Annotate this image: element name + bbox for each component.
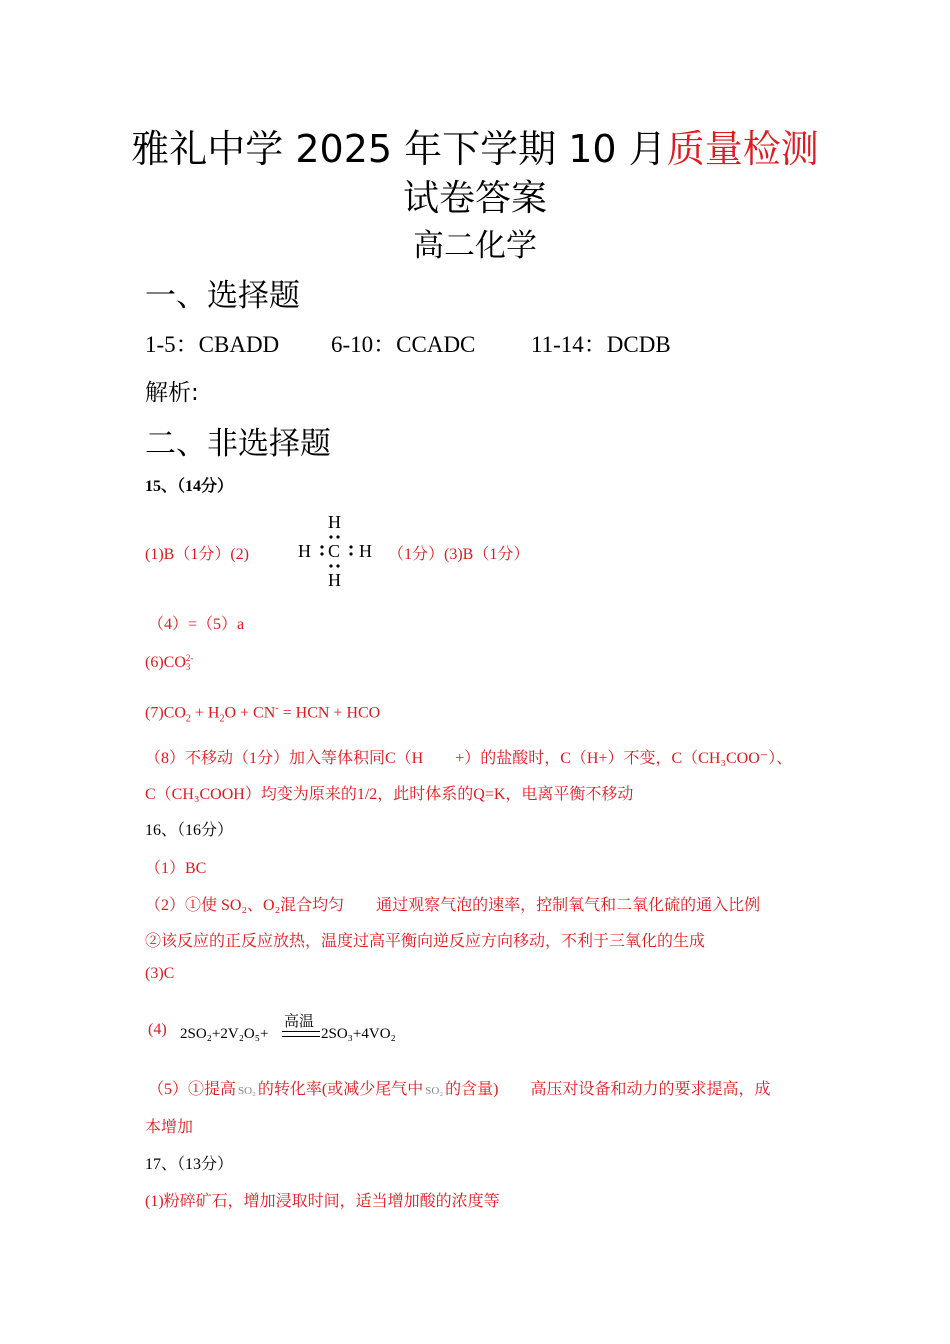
reaction-equation-right: 2SO₃+4VO₂ [321, 1026, 396, 1042]
q16-line5-label: (4) [148, 1021, 167, 1038]
q15-line3-charge: 2- [185, 653, 194, 664]
q15-line1-a: (1)B（1分）(2) [145, 546, 249, 563]
q16-header: 16、（16分） [145, 822, 234, 839]
q15-line4-sub1: 2 [185, 713, 191, 725]
q17-line1: (1)粉碎矿石，增加浸取时间，适当增加酸的浓度等 [145, 1193, 500, 1210]
section1-heading: 一、选择题 [145, 278, 300, 314]
q16-line6-b: 的转化率(或减少尾气中 [257, 1081, 424, 1098]
section2-heading: 二、非选择题 [145, 426, 331, 462]
q15-line4-a: (7)CO [145, 704, 186, 722]
answer-group-1: 1-5：CBADD [145, 332, 280, 357]
equilibrium-sign [282, 1031, 320, 1037]
reaction-equation-left: 2SO₂+2V₂O₅+ [180, 1026, 269, 1042]
answer-group-3: 11-14：DCDB [531, 332, 671, 357]
q15-line4 [145, 703, 380, 725]
title-main: 雅礼中学 2025 年下学期 10 月 [131, 127, 667, 171]
q15-line6: C（CH₃COOH）均变为原来的1/2，此时体系的Q=K，电离平衡不移动 [145, 786, 634, 803]
h-atom-left: H [298, 541, 311, 561]
q16-line6 [148, 1076, 771, 1099]
q16-line6-c: 的含量) 高压对设备和动力的要求提高，成 [445, 1081, 771, 1098]
q15-line3-prefix: (6)CO [145, 654, 186, 671]
page-subtitle: 试卷答案 [402, 178, 547, 219]
q15-line4-sub2: 2 [219, 713, 225, 725]
q16-line2: （2）①使 SO₂、O₂混合均匀 通过观察气泡的速率，控制氧气和二氧化硫的通入比例 [145, 897, 761, 914]
analysis-label: 解析: [145, 380, 199, 406]
q15-line3 [145, 654, 193, 672]
h-atom-bottom: H [328, 570, 341, 590]
q15-line5: （8）不移动（1分）加入等体积同C（H +）的盐酸时，C（H+）不变，C（CH₃COO⁻）、 [145, 750, 793, 767]
h-atom-right: H [359, 541, 372, 561]
q16-line7: 本增加 [145, 1119, 194, 1136]
page-title [0, 118, 950, 173]
q15-line4-b: + H [190, 704, 220, 722]
electron-dots [296, 508, 378, 592]
q16-line4: (3)C [145, 965, 175, 982]
subject-title: 高二化学 [413, 228, 537, 264]
q15-header: 15、（14分） [145, 478, 234, 495]
electron-dot-structure [296, 508, 378, 592]
q15-line4-sup: - [275, 703, 279, 714]
q16-line6-so2b: SO₂ [425, 1085, 444, 1097]
c-atom-center: C [328, 541, 341, 561]
q16-line3: ②该反应的正反应放热，温度过高平衡向逆反应方向移动，不利于三氧化的生成 [145, 933, 706, 950]
q16-line6-so2a: SO₂ [238, 1085, 256, 1097]
q15-line4-d: = HCN + HCO [278, 704, 381, 722]
reaction-condition: 高温 [284, 1012, 315, 1030]
q15-line1-b: （1分）(3)B（1分） [388, 546, 530, 563]
q15-line4-c: O + CN [224, 704, 276, 722]
q17-header: 17、（13分） [145, 1156, 234, 1173]
title-highlight: 质量检测 [666, 127, 819, 171]
q15-line2: （4）=（5）a [148, 616, 245, 633]
q16-line6-a: （5）①提高 [148, 1081, 237, 1098]
q15-line3-sub: 3 [185, 662, 191, 673]
answer-group-2: 6-10：CCADC [331, 332, 476, 357]
h-atom-top: H [328, 512, 341, 532]
q16-line1: （1）BC [145, 860, 207, 877]
